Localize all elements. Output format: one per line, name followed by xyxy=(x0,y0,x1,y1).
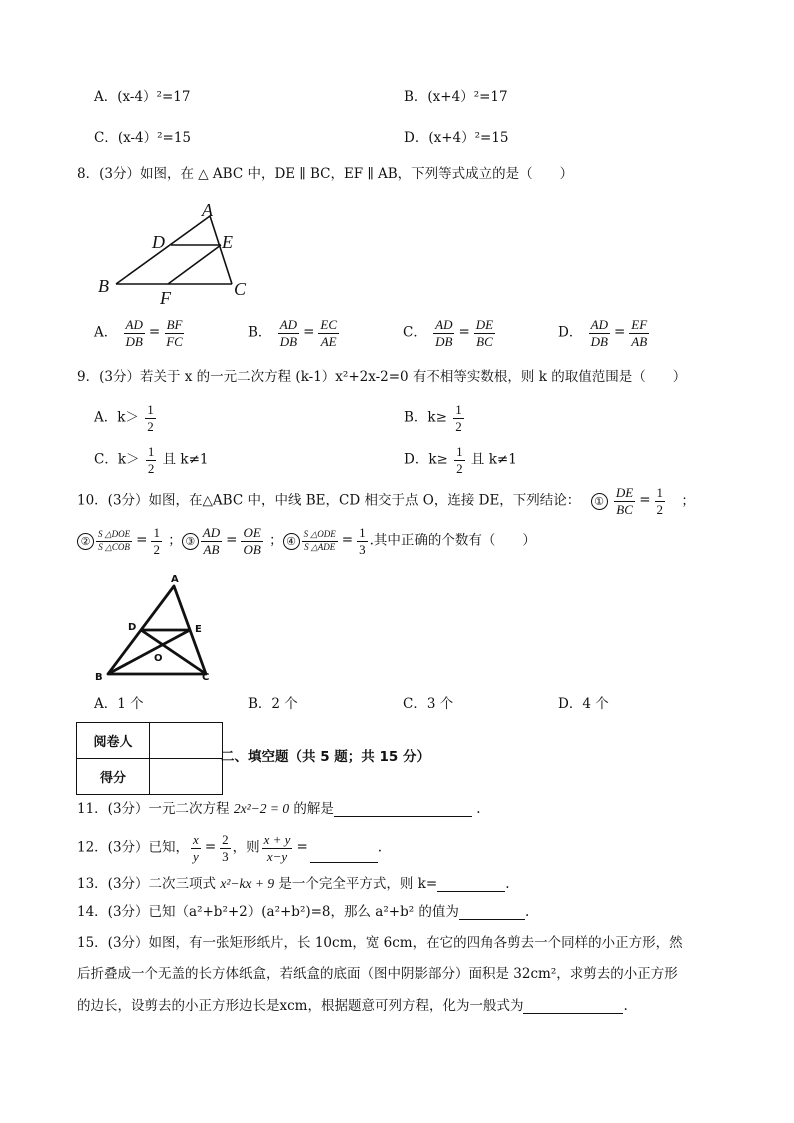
q10-label-d: D xyxy=(128,622,137,633)
q7-option-d: D．(x+4）²=15 xyxy=(404,130,509,146)
q10-option-d: D．4 个 xyxy=(558,696,609,712)
frac-den: AB xyxy=(631,333,648,349)
score-label: 得分 xyxy=(77,759,150,795)
q10-stem-line2: ② $\frac{\text{S △DOE}}{\text{S △COB}}$ = $\frac{1}{2}$ ； ③ $\frac{AD}{AB}$ = $\frac{OE}{OB}$ ； ④ $\frac{\text{S △ODE}}{\text{S △ADE}}$ = $\frac{1}{3}$ .其中正确的个数有（ ） xyxy=(77,526,536,556)
frac-num: 1 xyxy=(456,444,463,459)
frac-den: 2 xyxy=(456,460,463,476)
q8-option-b: B． $\frac{AD}{DB}$ = $\frac{EC}{AE}$ xyxy=(248,317,337,349)
q10-label-c: C xyxy=(202,672,210,683)
section-2-heading: 二、填空题（共 5 题；共 15 分） xyxy=(221,749,430,765)
frac-num: DE xyxy=(615,485,634,500)
q9-option-c-label: C．k＞ xyxy=(94,451,140,468)
q15-answer-blank[interactable] xyxy=(523,1001,623,1014)
frac-den: 2 xyxy=(147,460,155,476)
q8-option-d-label: D． xyxy=(558,324,583,341)
frac-num: 1 xyxy=(656,485,664,500)
q9-option-b-label: B．k≥ xyxy=(404,409,447,426)
frac-num: 1 xyxy=(147,402,154,417)
frac-den: 3 xyxy=(222,848,229,864)
q8-option-c-label: C． xyxy=(403,324,427,341)
frac-den: 2 xyxy=(153,541,160,557)
q11-stem-post: 的解是 xyxy=(293,801,334,817)
score-table xyxy=(76,722,223,795)
q13-answer-blank[interactable] xyxy=(437,879,505,892)
frac-den: x−y xyxy=(266,848,288,864)
q12-answer-blank[interactable] xyxy=(310,850,378,863)
q10-option-c: C．3 个 xyxy=(403,696,454,712)
q10-triangle-figure xyxy=(90,570,220,686)
q9-option-d-label: D．k≥ xyxy=(404,451,448,468)
q14-stem: 14．(3分）已知（a²+b²+2）(a²+b²)=8，那么 a²+b² 的值为 xyxy=(77,904,459,920)
q10-option-b: B．2 个 xyxy=(248,696,298,712)
frac-den: AE xyxy=(320,333,337,349)
q7-option-c: C．(x-4）²=15 xyxy=(94,130,192,146)
q12-stem-mid: ，则 xyxy=(232,839,260,856)
frac-num: AD xyxy=(590,317,608,332)
q8-option-a: A． $\frac{AD}{DB}$ = $\frac{BF}{FC}$ xyxy=(94,317,183,349)
q8-label-d: D xyxy=(152,232,165,252)
frac-den: FC xyxy=(166,333,183,349)
q10-label-b: B xyxy=(95,672,103,683)
frac-num: S △ODE xyxy=(302,530,338,541)
reviewer-label: 阅卷人 xyxy=(77,723,150,759)
frac-den: 2 xyxy=(147,418,154,434)
q8-triangle-figure xyxy=(94,200,254,308)
q8-label-e: E xyxy=(222,232,233,252)
q8-option-d: D． $\frac{AD}{DB}$ = $\frac{EF}{AB}$ xyxy=(558,317,648,349)
q8-option-b-label: B． xyxy=(248,324,272,341)
frac-den: S △COB xyxy=(98,541,130,552)
q8-option-c: C． $\frac{AD}{DB}$ = $\frac{DE}{BC}$ xyxy=(403,317,494,349)
q10-label-a: A xyxy=(171,574,179,585)
q10-label-o: O xyxy=(154,653,163,664)
frac-den: BC xyxy=(616,501,633,517)
frac-num: AD xyxy=(125,317,143,332)
frac-den: DB xyxy=(435,333,453,349)
score-cell[interactable] xyxy=(150,759,223,795)
q13: 13．(3分）二次三项式 x²−kx + 9 是一个完全平方式，则 k= . xyxy=(77,876,510,892)
q9-option-a xyxy=(94,403,158,433)
q9-stem: 9．(3分）若关于 x 的一元二次方程 (k-1）x²+2x-2=0 有不相等实数根，则 k 的取值范围是（ ） xyxy=(77,369,687,385)
frac-num: EF xyxy=(631,317,648,332)
frac-den: 2 xyxy=(455,418,462,434)
frac-den: S △ADE xyxy=(304,541,336,552)
frac-den: BC xyxy=(476,333,493,349)
frac-den: DB xyxy=(279,333,298,349)
q12-stem: 12．(3分）已知， xyxy=(77,839,190,856)
frac-num: EC xyxy=(320,317,337,332)
conclusion-2-marker: ② xyxy=(77,533,94,550)
q7-option-a: A．(x-4）²=17 xyxy=(94,89,191,105)
frac-num: AD xyxy=(435,317,453,332)
q10-option-a: A．1 个 xyxy=(94,696,144,712)
q10-stem-tail: .其中正确的个数有（ ） xyxy=(369,532,536,549)
frac-den: DB xyxy=(125,333,143,349)
conclusion-3-marker: ③ xyxy=(182,533,199,550)
q8-stem: 8．(3分）如图，在 △ ABC 中，DE ∥ BC，EF ∥ AB，下列等式成立的是（ ） xyxy=(77,166,574,182)
q9-condition: 且 k≠1 xyxy=(162,451,209,468)
frac-num: OE xyxy=(243,525,261,540)
q15-line-1: 15．(3分）如图，有一张矩形纸片，长 10cm，宽 6cm，在它的四角各剪去一个同样的小正方形，然 xyxy=(77,935,683,951)
reviewer-cell[interactable] xyxy=(150,723,223,759)
frac-den: OB xyxy=(243,541,261,557)
frac-num: DE xyxy=(475,317,494,332)
frac-den: y xyxy=(193,848,199,864)
q8-label-a: A xyxy=(202,200,213,220)
q11-equation: 2x²−2 = 0 xyxy=(233,801,290,816)
q14-answer-blank[interactable] xyxy=(459,907,525,920)
q11-answer-blank[interactable] xyxy=(334,804,472,817)
q9-condition: 且 k≠1 xyxy=(470,451,517,468)
frac-den: 3 xyxy=(359,541,366,557)
q10-stem-line1: 10．(3分）如图，在△ABC 中，中线 BE，CD 相交于点 O，连接 DE，下列结论： ① $\frac{DE}{BC}$ = $\frac{1}{2}$ ； xyxy=(77,485,695,517)
q9-option-c xyxy=(94,445,208,475)
frac-num: 2 xyxy=(222,832,229,847)
frac-num: 1 xyxy=(359,525,366,540)
q9-option-b xyxy=(404,403,466,433)
q8-label-f: F xyxy=(160,288,171,308)
q10-stem: 10．(3分）如图，在△ABC 中，中线 BE，CD 相交于点 O，连接 DE，下列结论： xyxy=(77,492,581,509)
frac-num: 1 xyxy=(455,402,462,417)
q12: 12．(3分）已知， $\frac{x}{y}$ = $\frac{2}{3}$ ，则 $\frac{x + y}{x-y}$ = . xyxy=(77,832,383,864)
frac-num: 1 xyxy=(153,525,160,540)
frac-den: DB xyxy=(590,333,608,349)
q9-option-d xyxy=(404,445,517,475)
q15-stem: 的边长，设剪去的小正方形边长是xcm，根据题意可列方程，化为一般式为 xyxy=(77,998,524,1014)
q13-expression: x²−kx + 9 xyxy=(220,876,275,891)
q8-option-a-label: A． xyxy=(94,324,118,341)
frac-num: x xyxy=(193,832,199,847)
q9-option-a-label: A．k＞ xyxy=(94,409,139,426)
q15-line-2: 后折叠成一个无盖的长方体纸盒，若纸盒的底面（图中阴影部分）面积是 32cm²，求剪去的小正方形 xyxy=(77,966,678,982)
q14: 14．(3分）已知（a²+b²+2）(a²+b²)=8，那么 a²+b² 的值为 . xyxy=(77,904,530,920)
frac-den: AB xyxy=(203,541,220,557)
frac-num: x + y xyxy=(263,832,291,847)
q8-label-b: B xyxy=(98,276,109,296)
q10-label-e: E xyxy=(195,624,202,635)
frac-num: AD xyxy=(202,525,221,540)
q15-line-3: 的边长，设剪去的小正方形边长是xcm，根据题意可列方程，化为一般式为 . xyxy=(77,998,628,1014)
q13-stem-post: 是一个完全平方式，则 k= xyxy=(278,876,438,892)
conclusion-4-marker: ④ xyxy=(283,533,300,550)
frac-den: 2 xyxy=(656,501,664,517)
q13-stem: 13．(3分）二次三项式 xyxy=(77,876,217,892)
conclusion-1-marker: ① xyxy=(591,493,608,510)
q7-option-b: B．(x+4）²=17 xyxy=(404,89,508,105)
q11-stem: 11．(3分）一元二次方程 xyxy=(77,801,230,817)
frac-num: BF xyxy=(166,317,183,332)
q11: 11．(3分）一元二次方程 2x²−2 = 0 的解是 . xyxy=(77,801,481,817)
frac-num: AD xyxy=(279,317,298,332)
frac-num: S △DOE xyxy=(96,530,132,541)
q8-label-c: C xyxy=(234,279,247,299)
frac-num: 1 xyxy=(147,444,155,459)
